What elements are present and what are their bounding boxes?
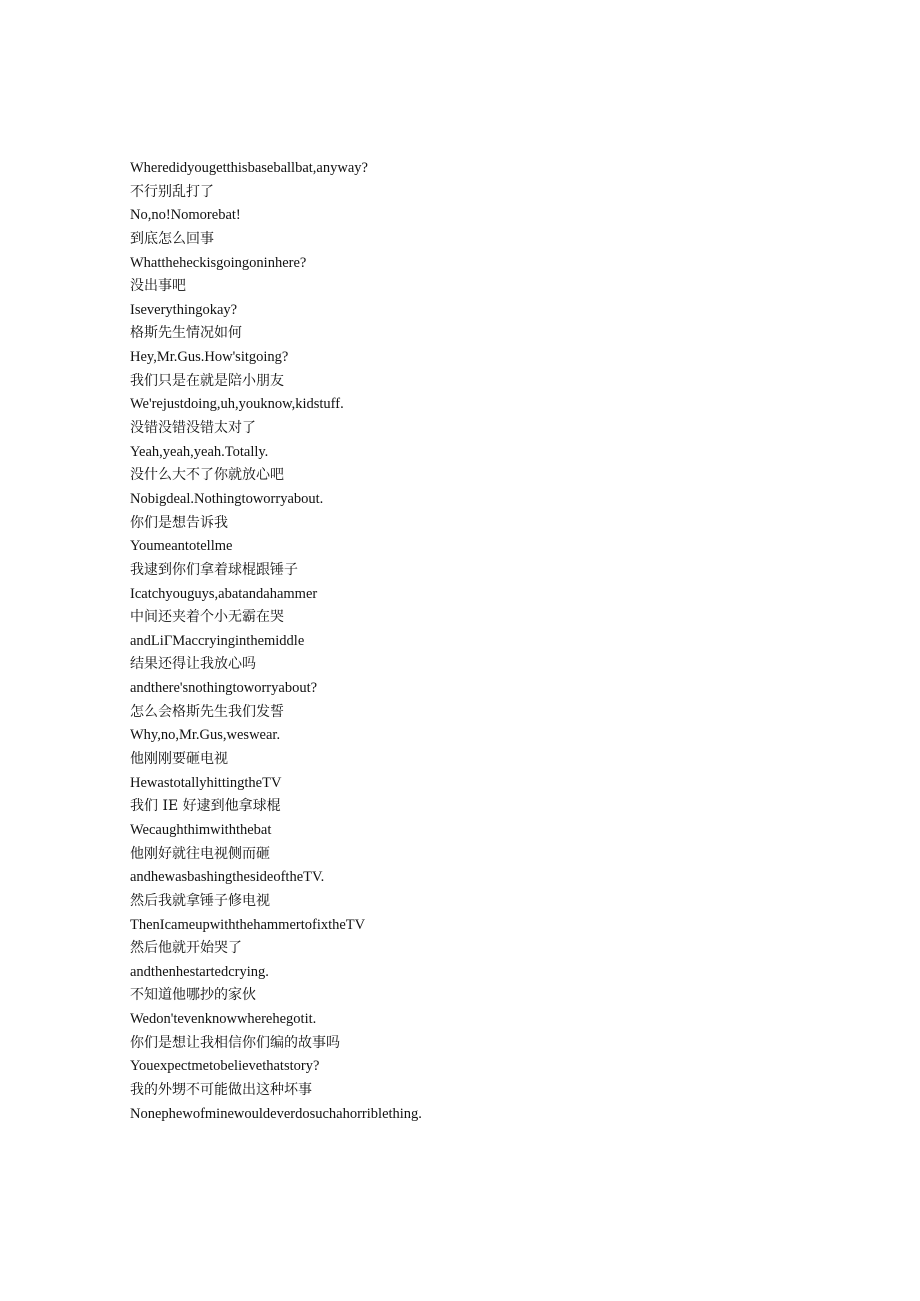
english-line: andhewasbashingthesideoftheTV.	[130, 869, 325, 886]
chinese-line: 然后我就拿锤子修电视	[130, 892, 270, 909]
english-line: HewastotallyhittingtheTV	[130, 774, 282, 791]
chinese-line: 不行别乱打了	[130, 183, 214, 200]
english-line: Why,no,Mr.Gus,weswear.	[130, 727, 281, 744]
english-line: Wecaughthimwiththebat	[130, 821, 272, 838]
chinese-line: 怎么会格斯先生我们发誓	[130, 703, 284, 720]
chinese-line: 没出事吧	[130, 278, 186, 295]
english-line: Nonephewofminewouldeverdosuchahorriblething.	[130, 1105, 422, 1122]
english-line: Icatchyouguys,abatandahammer	[130, 585, 318, 602]
english-line: We'rejustdoing,uh,youknow,kidstuff.	[130, 396, 344, 413]
transcript-lines	[130, 157, 830, 1126]
english-line: Wheredidyougetthisbaseballbat,anyway?	[130, 160, 368, 176]
english-line: andthenhestartedcrying.	[130, 963, 269, 980]
chinese-line: 不知道他哪抄的家伙	[130, 987, 256, 1004]
chinese-line: 格斯先生情况如何	[130, 325, 242, 342]
chinese-line: 你们是想让我相信你们编的故事吗	[130, 1034, 340, 1051]
english-line: andLiΓMaccryinginthemiddle	[130, 632, 305, 649]
chinese-line: 然后他就开始哭了	[130, 940, 242, 957]
english-line: No,no!Nomorebat!	[130, 207, 241, 224]
chinese-line: 我们只是在就是陪小朋友	[130, 372, 284, 389]
english-line: Youmeantotellme	[130, 538, 233, 555]
english-line: andthere'snothingtoworryabout?	[130, 680, 318, 697]
chinese-line: 没错没错没错太对了	[130, 420, 256, 437]
chinese-line: 结果还得让我放心吗	[130, 656, 256, 673]
chinese-line: 我们 IE 好逮到他拿球棍	[130, 798, 281, 815]
english-line: Nobigdeal.Nothingtoworryabout.	[130, 490, 324, 507]
english-line: Iseverythingokay?	[130, 301, 238, 318]
english-line: ThenIcameupwiththehammertofixtheTV	[130, 916, 366, 933]
chinese-line: 他刚刚要砸电视	[130, 751, 228, 768]
english-line: Youexpectmetobelievethatstory?	[130, 1058, 320, 1075]
chinese-line: 没什么大不了你就放心吧	[130, 467, 284, 484]
chinese-line: 中间还夹着个小无霸在哭	[130, 609, 284, 626]
chinese-line: 他刚好就往电视侧而砸	[130, 845, 270, 862]
english-line: Wedon'tevenknowwherehegotit.	[130, 1011, 317, 1028]
english-line: Hey,Mr.Gus.How'sitgoing?	[130, 349, 289, 366]
chinese-line: 你们是想告诉我	[130, 514, 228, 531]
chinese-line: 到底怎么回事	[130, 230, 214, 247]
english-line: Whattheheckisgoingoninhere?	[130, 254, 307, 271]
chinese-line: 我逮到你们拿着球棍跟锤子	[130, 561, 298, 578]
chinese-line: 我的外甥不可能做出这种坏事	[130, 1081, 312, 1098]
english-line: Yeah,yeah,yeah.Totally.	[130, 443, 269, 460]
